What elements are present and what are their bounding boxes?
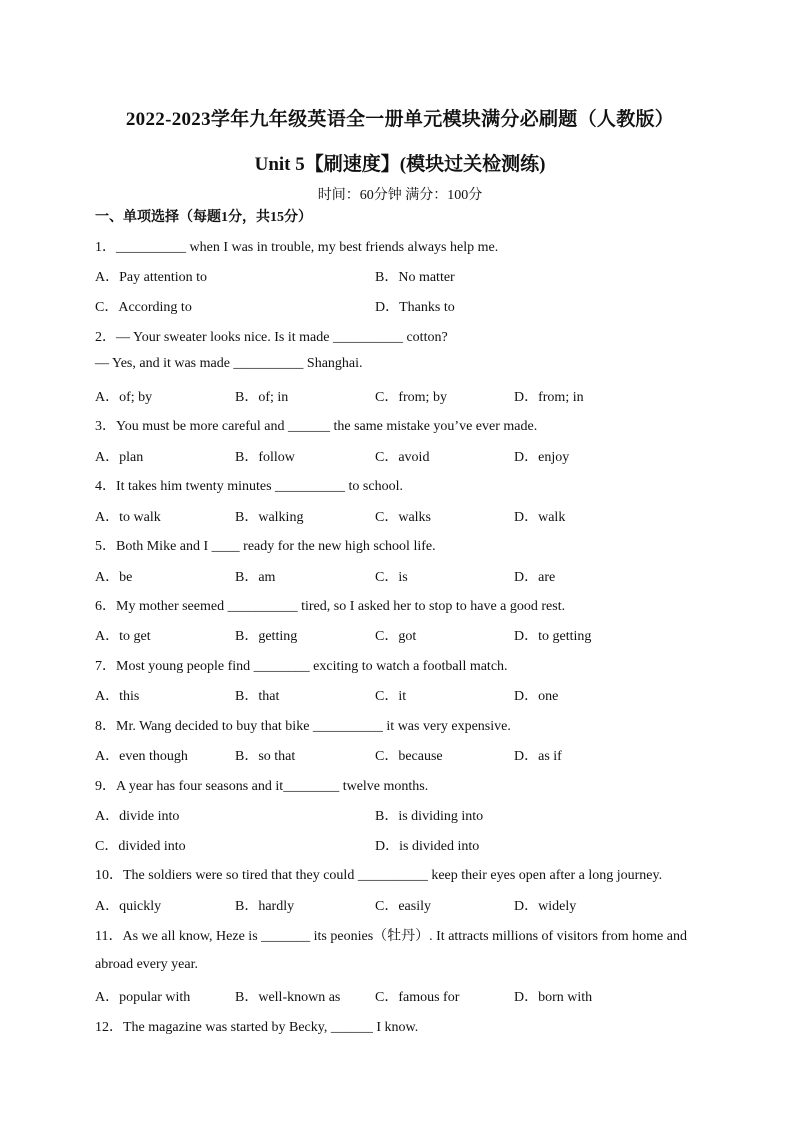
question-text: to school. xyxy=(345,479,403,494)
answer-blank: __________ xyxy=(357,868,428,883)
question-text: keep their eyes open after a long journey. xyxy=(427,868,663,883)
option-b: B．of; in xyxy=(235,390,289,405)
question-text: 5．Both Mike and I xyxy=(95,539,212,554)
section-heading: 一、单项选择（每题1分，共15分） xyxy=(95,210,312,225)
option-b: B．hardly xyxy=(235,899,295,914)
option-a: A．of; by xyxy=(95,390,153,405)
option-d: D．born with xyxy=(514,990,593,1005)
question-text: 2．— Your sweater looks nice. Is it made xyxy=(95,330,333,345)
option-b: B．so that xyxy=(235,749,296,764)
option-c: C．is xyxy=(375,570,408,585)
answer-blank: ________ xyxy=(283,779,340,794)
question-9 xyxy=(95,775,428,795)
option-c: C．it xyxy=(375,689,407,704)
question-10 xyxy=(95,864,662,884)
option-a: A．to get xyxy=(95,629,151,644)
option-c: C．avoid xyxy=(375,450,430,465)
option-d: D．are xyxy=(514,570,556,585)
question-text: 11．As we all know, Heze is xyxy=(95,929,262,944)
option-d: D．as if xyxy=(514,749,562,764)
answer-blank: __________ xyxy=(227,599,298,614)
option-c: C．because xyxy=(375,749,443,764)
option-d: D．widely xyxy=(514,899,577,914)
option-b: B．that xyxy=(235,689,280,704)
question-4 xyxy=(95,475,403,495)
option-c: C．got xyxy=(375,629,417,644)
question-text: ready for the new high school life. xyxy=(239,539,436,554)
question-text: 12．The magazine was started by Becky, xyxy=(95,1020,331,1035)
question-11-line-2: abroad every year. xyxy=(95,957,198,972)
question-text: 6．My mother seemed xyxy=(95,599,228,614)
answer-blank: ______ xyxy=(288,419,330,434)
question-text: it was very expensive. xyxy=(382,719,511,734)
option-c: C．easily xyxy=(375,899,431,914)
option-a: A．even though xyxy=(95,749,188,764)
answer-blank: __________ xyxy=(332,330,403,345)
question-text: cotton? xyxy=(402,330,448,345)
answer-blank: __________ xyxy=(312,719,383,734)
option-b: B．is dividing into xyxy=(375,809,484,824)
option-b: B．No matter xyxy=(375,270,455,285)
question-text: 9．A year has four seasons and it xyxy=(95,779,284,794)
question-text: I know. xyxy=(372,1020,419,1035)
question-text: the same mistake you’ve ever made. xyxy=(330,419,538,434)
answer-blank: _______ xyxy=(261,929,311,944)
option-b: B．follow xyxy=(235,450,295,465)
question-text: 10．The soldiers were so tired that they could xyxy=(95,868,358,883)
option-a: A．quickly xyxy=(95,899,162,914)
question-text: when I was in trouble, my best friends always help me. xyxy=(186,240,499,255)
option-b: B．walking xyxy=(235,510,304,525)
question-text: 8．Mr. Wang decided to buy that bike xyxy=(95,719,313,734)
question-text: twelve months. xyxy=(339,779,429,794)
option-c: C．walks xyxy=(375,510,431,525)
answer-blank: ____ xyxy=(211,539,240,554)
option-a: A．divide into xyxy=(95,809,180,824)
question-text: 4．It takes him twenty minutes xyxy=(95,479,276,494)
option-d: D．walk xyxy=(514,510,566,525)
answer-blank: ________ xyxy=(253,659,310,674)
option-a: A．to walk xyxy=(95,510,161,525)
question-7 xyxy=(95,655,508,675)
option-d: D．to getting xyxy=(514,629,592,644)
option-c: C．from; by xyxy=(375,390,447,405)
option-a: A．popular with xyxy=(95,990,191,1005)
option-c: C．divided into xyxy=(95,839,186,854)
question-2 xyxy=(95,326,448,346)
question-8 xyxy=(95,715,511,735)
question-11 xyxy=(95,925,687,945)
question-text: 3．You must be more careful and xyxy=(95,419,288,434)
exam-meta: 时间：60分钟 满分：100分 xyxy=(317,188,483,203)
question-text: exciting to watch a football match. xyxy=(309,659,508,674)
option-c: C．famous for xyxy=(375,990,460,1005)
option-d: D．Thanks to xyxy=(375,300,455,315)
answer-blank: ______ xyxy=(330,1020,373,1035)
option-d: D．one xyxy=(514,689,559,704)
page-subtitle: Unit 5【刷速度】(模块过关检测练) xyxy=(254,154,546,175)
option-b: B．am xyxy=(235,570,276,585)
question-text: its peonies（牡丹）. It attracts millions of visitors from home and xyxy=(310,929,687,944)
question-1 xyxy=(95,236,498,256)
option-d: D．from; in xyxy=(514,390,584,405)
question-3 xyxy=(95,415,537,435)
page-title: 2022-2023学年九年级英语全一册单元模块满分必刷题（人教版） xyxy=(125,109,675,130)
answer-blank: __________ xyxy=(275,479,346,494)
question-6 xyxy=(95,595,565,615)
answer-blank: __________ xyxy=(116,240,186,255)
question-5 xyxy=(95,535,436,555)
option-c: C．According to xyxy=(95,300,192,315)
option-a: A．plan xyxy=(95,450,144,465)
option-d: D．is divided into xyxy=(375,839,480,854)
question-2-line-2: — Yes, and it was made __________ Shanghai. xyxy=(95,356,363,371)
question-text: 7．Most young people find xyxy=(95,659,254,674)
question-text: 1． xyxy=(95,240,116,255)
option-a: A．this xyxy=(95,689,140,704)
question-text: tired, so I asked her to stop to have a good rest. xyxy=(297,599,566,614)
option-a: A．Pay attention to xyxy=(95,270,207,285)
option-d: D．enjoy xyxy=(514,450,570,465)
question-12 xyxy=(95,1016,418,1036)
option-b: B．getting xyxy=(235,629,298,644)
option-b: B．well-known as xyxy=(235,990,341,1005)
option-a: A．be xyxy=(95,570,133,585)
